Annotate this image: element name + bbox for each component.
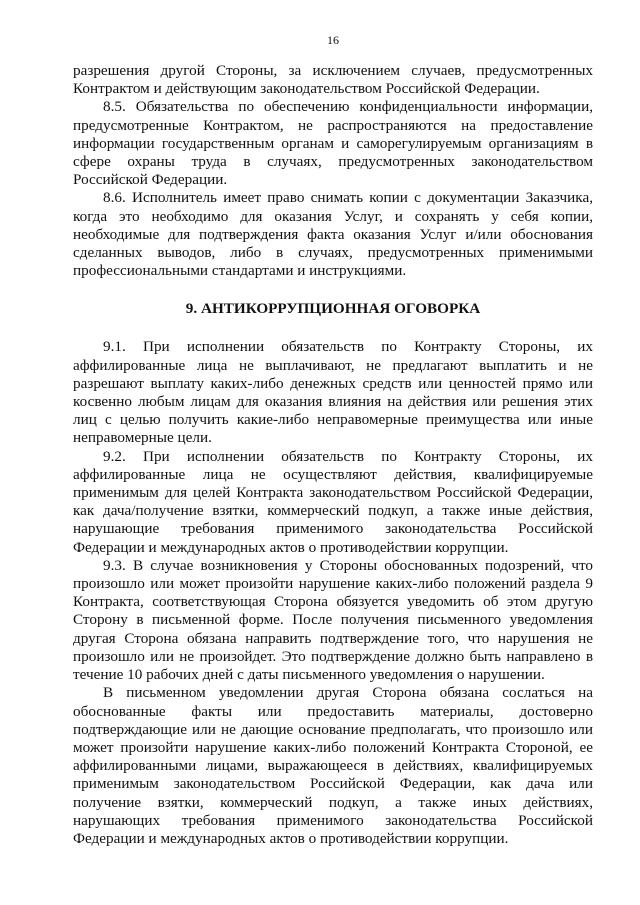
document-body (73, 62, 593, 848)
paragraph-9-1: 9.1. При исполнении обязательств по Контракту Стороны, их аффилированные лица не выплачивают, не предлагают выплатить и не разрешают выплату каких-либо денежных средств или ценностей прямо или косвенно любым лицам для оказания влияния на действия или решения этих лиц с целью получить какие-либо неправомерные преимущества или иные неправомерные цели. (73, 338, 593, 447)
paragraph-8-6: 8.6. Исполнитель имеет право снимать копии с документации Заказчика, когда это необходимо для оказания Услуг, и сохранять у себя копии, необходимые для подтверждения факта оказания Услуг и/или обоснования сделанных выводов, либо в случаях, предусмотренных применимыми профессиональными стандартами и инструкциями. (73, 189, 593, 280)
paragraph-continuation: разрешения другой Стороны, за исключением случаев, предусмотренных Контрактом и действующим законодательством Российской Федерации. (73, 62, 593, 98)
page-number: 16 (327, 33, 339, 47)
paragraph-9-3-notice: В письменном уведомлении другая Сторона обязана сослаться на обоснованные факты или предоставить материалы, достоверно подтверждающие или не дающие основание предполагать, что произошло или может произойти нарушение каких-либо положений Контракта Стороной, ее аффилированными лицами, выражающееся в действиях, квалифицируемых применимым законодательством Российской Федерации, как дача или получение взятки, коммерческий подкуп, а также иных действиях, нарушающих требования применимого законодательства Российской Федерации и международных актов о противодействии коррупции. (73, 684, 593, 847)
paragraph-9-3: 9.3. В случае возникновения у Стороны обоснованных подозрений, что произошло или может произойти нарушение каких-либо положений раздела 9 Контракта, соответствующая Сторона обязуется уведомить об этом другую Сторону в письменной форме. После получения письменного уведомления другая Сторона обязана направить подтверждение того, что нарушения не произошло или не произойдет. Это подтверждение должно быть направлено в течение 10 рабочих дней с даты письменного уведомления о нарушении. (73, 556, 593, 684)
paragraph-8-5: 8.5. Обязательства по обеспечению конфиденциальности информации, предусмотренные Контрактом, не распространяются на предоставление информации государственным органам и саморегулируемым организациям в сфере охраны труда в случаях, предусмотренных законодательством Российской Федерации. (73, 98, 593, 189)
section-title: 9. АНТИКОРРУПЦИОННАЯ ОГОВОРКА (185, 300, 481, 318)
paragraph-9-2: 9.2. При исполнении обязательств по Контракту Стороны, их аффилированные лица не осуществляют действия, квалифицируемые применимым для целей Контракта законодательством Российской Федерации, как дача/получение взятки, коммерческий подкуп, а также иные действия, нарушающие требования применимого законодательства Российской Федерации и международных актов о противодействии коррупции. (73, 447, 593, 556)
